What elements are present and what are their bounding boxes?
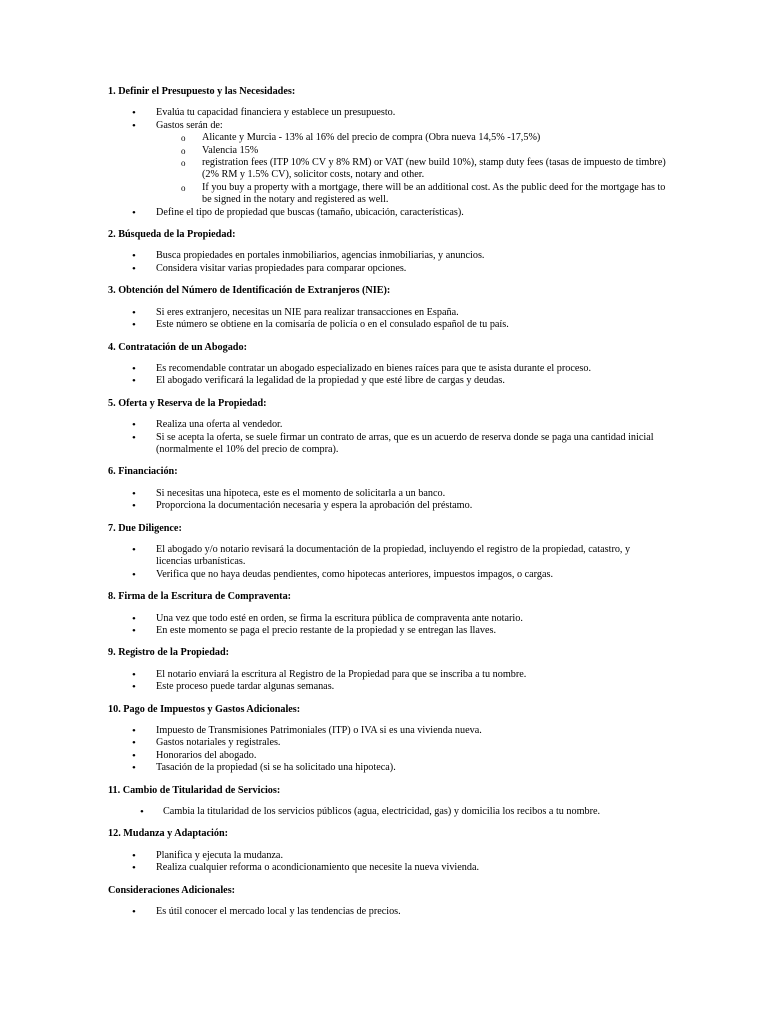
list-item: • Una vez que todo esté en orden, se firma la escritura pública de compraventa ante notario. xyxy=(108,613,668,625)
list-item: • Si eres extranjero, necesitas un NIE para realizar transacciones en España. xyxy=(108,307,668,319)
list-item: • Proporciona la documentación necesaria y espera la aprobación del préstamo. xyxy=(108,500,668,512)
list-item: • Verifica que no haya deudas pendientes, como hipotecas anteriores, impuestos impagos, o cargas. xyxy=(108,569,668,581)
list-item: • El abogado y/o notario revisará la documentación de la propiedad, incluyendo el registro de la propiedad, catastro, y licencias urbanísticas. xyxy=(108,544,668,569)
list-item: • Realiza cualquier reforma o acondicionamiento que necesite la nueva vivienda. xyxy=(108,862,668,874)
bullet-list xyxy=(108,669,668,694)
section-financing xyxy=(108,466,668,512)
section-due-diligence xyxy=(108,523,668,582)
bullet-list xyxy=(108,806,668,818)
sub-list-item: o Valencia 15% xyxy=(156,145,668,157)
list-item: • El notario enviará la escritura al Registro de la Propiedad para que se inscriba a tu nombre. xyxy=(108,669,668,681)
list-item-label: Gastos serán de: xyxy=(156,119,223,131)
bullet-list xyxy=(108,250,668,275)
section-heading: 5. Oferta y Reserva de la Propiedad: xyxy=(108,397,267,409)
bullet-list xyxy=(108,613,668,638)
sub-list xyxy=(156,132,668,206)
bullet-list xyxy=(108,544,668,581)
list-item xyxy=(108,120,668,207)
list-item: • Tasación de la propiedad (si se ha solicitado una hipoteca). xyxy=(108,762,668,774)
section-heading: 8. Firma de la Escritura de Compraventa: xyxy=(108,591,292,603)
section-heading: 9. Registro de la Propiedad: xyxy=(108,647,230,659)
list-item: • El abogado verificará la legalidad de la propiedad y que esté libre de cargas y deudas. xyxy=(108,375,668,387)
bullet-list xyxy=(108,363,668,388)
section-taxes xyxy=(108,704,668,775)
bullet-list xyxy=(108,307,668,332)
sub-list-item: o If you buy a property with a mortgage, there will be an additional cost. As the public deed for the mortgage has to be signed in the notary and registered as well. xyxy=(156,182,668,207)
list-item: • En este momento se paga el precio restante de la propiedad y se entregan las llaves. xyxy=(108,625,668,637)
section-registry xyxy=(108,647,668,693)
bullet-list xyxy=(108,419,668,456)
list-item: • Este proceso puede tardar algunas semanas. xyxy=(108,681,668,693)
list-item: • Considera visitar varias propiedades para comparar opciones. xyxy=(108,263,668,275)
section-budget xyxy=(108,86,668,219)
list-item: • Si necesitas una hipoteca, este es el momento de solicitarla a un banco. xyxy=(108,488,668,500)
section-nie xyxy=(108,285,668,331)
list-item: • Define el tipo de propiedad que buscas (tamaño, ubicación, características). xyxy=(108,207,668,219)
list-item: • Es útil conocer el mercado local y las tendencias de precios. xyxy=(108,906,668,918)
section-lawyer xyxy=(108,342,668,388)
section-heading: 10. Pago de Impuestos y Gastos Adicionales: xyxy=(108,703,301,715)
section-heading: 4. Contratación de un Abogado: xyxy=(108,341,247,353)
list-item: • Si se acepta la oferta, se suele firmar un contrato de arras, que es un acuerdo de reserva donde se paga una cantidad inicial (normalmente el 10% del precio de compra). xyxy=(108,432,668,457)
bullet-list xyxy=(108,850,668,875)
section-heading: 7. Due Diligence: xyxy=(108,522,182,534)
bullet-list xyxy=(108,488,668,513)
section-heading: 2. Búsqueda de la Propiedad: xyxy=(108,229,236,241)
list-item: • Realiza una oferta al vendedor. xyxy=(108,419,668,431)
list-item: • Busca propiedades en portales inmobiliarios, agencias inmobiliarias, y anuncios. xyxy=(108,250,668,262)
list-item: • Este número se obtiene en la comisaría de policía o en el consulado español de tu país. xyxy=(108,319,668,331)
section-heading: 1. Definir el Presupuesto y las Necesidades: xyxy=(108,86,296,97)
section-heading: Consideraciones Adicionales: xyxy=(108,884,236,896)
section-heading: 11. Cambio de Titularidad de Servicios: xyxy=(108,784,281,796)
bullet-list xyxy=(108,725,668,775)
list-item: • Evalúa tu capacidad financiera y establece un presupuesto. xyxy=(108,107,668,119)
sub-list-item: o registration fees (ITP 10% CV y 8% RM) or VAT (new build 10%), stamp duty fees (tasas de impuesto de timbre) (2% RM y 1.5% CV), solicitor costs, notary and other. xyxy=(156,157,668,182)
list-item: • Honorarios del abogado. xyxy=(108,750,668,762)
section-heading: 6. Financiación: xyxy=(108,466,178,478)
section-deed xyxy=(108,591,668,637)
list-item: • Es recomendable contratar un abogado especializado en bienes raíces para que te asista durante el proceso. xyxy=(108,363,668,375)
section-moving xyxy=(108,828,668,874)
section-search xyxy=(108,229,668,275)
list-item: • Planifica y ejecuta la mudanza. xyxy=(108,850,668,862)
section-heading: 3. Obtención del Número de Identificación de Extranjeros (NIE): xyxy=(108,285,391,297)
section-utilities xyxy=(108,785,668,819)
bullet-list xyxy=(108,906,668,918)
list-item: • Gastos notariales y registrales. xyxy=(108,737,668,749)
section-heading: 12. Mudanza y Adaptación: xyxy=(108,828,229,840)
section-offer xyxy=(108,398,668,457)
list-item: • Cambia la titularidad de los servicios públicos (agua, electricidad, gas) y domicilia los recibos a tu nombre. xyxy=(108,806,668,818)
document-page xyxy=(108,86,668,929)
list-item: • Impuesto de Transmisiones Patrimoniales (ITP) o IVA si es una vivienda nueva. xyxy=(108,725,668,737)
bullet-list xyxy=(108,107,668,219)
sub-list-item: o Alicante y Murcia - 13% al 16% del precio de compra (Obra nueva 14,5% -17,5%) xyxy=(156,132,668,144)
section-additional xyxy=(108,885,668,919)
